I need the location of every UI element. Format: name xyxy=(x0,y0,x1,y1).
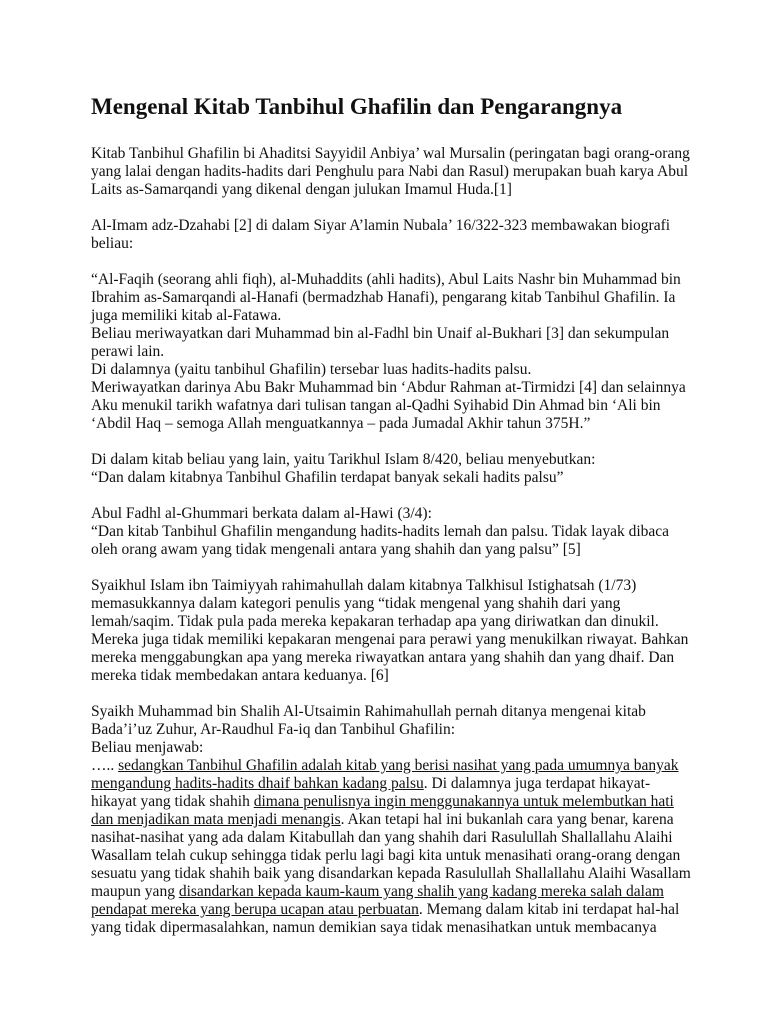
text-line xyxy=(91,775,708,793)
text-line xyxy=(91,757,708,775)
text-line xyxy=(91,289,708,307)
paragraph xyxy=(91,271,708,433)
text-line xyxy=(91,235,708,253)
text-line xyxy=(91,415,708,433)
text-segment: Aku menukil tarikh wafatnya dari tulisan tangan al-Qadhi Syihabid Din Ahmad bin ‘Ali bin xyxy=(91,397,661,414)
text-segment: “Dan kitab Tanbihul Ghafilin mengandung hadits-hadits lemah dan palsu. Tidak layak dibaca xyxy=(91,523,670,540)
text-line xyxy=(91,541,708,559)
text-segment: Beliau menjawab: xyxy=(91,739,204,756)
text-segment: juga memiliki kitab al-Fatawa. xyxy=(91,307,282,324)
paragraph xyxy=(91,145,708,199)
document-body xyxy=(91,145,708,937)
text-line xyxy=(91,649,708,667)
text-segment: . Di dalamnya juga terdapat hikayat- xyxy=(423,775,651,792)
document-title: Mengenal Kitab Tanbihul Ghafilin dan Pengarangnya xyxy=(91,94,623,119)
text-segment: memasukkannya dalam kategori penulis yang “tidak mengenal yang shahih dari yang xyxy=(91,595,621,612)
underlined-text: dan menjadikan mata menjadi menangis xyxy=(91,811,341,828)
text-line xyxy=(91,343,708,361)
text-line xyxy=(91,307,708,325)
text-segment: Syaikhul Islam ibn Taimiyyah rahimahullah dalam kitabnya Talkhisul Istighatsah (1/73) xyxy=(91,577,637,594)
text-segment: Di dalam kitab beliau yang lain, yaitu Tarikhul Islam 8/420, beliau menyebutkan: xyxy=(91,451,596,468)
underlined-text: mengandung hadits-hadits dhaif bahkan kadang palsu xyxy=(91,775,424,792)
text-line xyxy=(91,271,708,289)
text-segment: mereka tidak membedakan antara keduanya. [6] xyxy=(91,667,389,684)
text-segment: Di dalamnya (yaitu tanbihul Ghafilin) tersebar luas hadits-hadits palsu. xyxy=(91,361,532,378)
text-line xyxy=(91,847,708,865)
text-line xyxy=(91,811,708,829)
underlined-text: pendapat mereka yang berupa ucapan atau perbuatan xyxy=(91,901,419,918)
paragraph xyxy=(91,451,708,487)
text-line xyxy=(91,883,708,901)
text-line xyxy=(91,505,708,523)
text-line xyxy=(91,829,708,847)
text-line xyxy=(91,613,708,631)
paragraph xyxy=(91,217,708,253)
paragraph xyxy=(91,703,708,937)
paragraph xyxy=(91,505,708,559)
text-line xyxy=(91,703,708,721)
text-line xyxy=(91,667,708,685)
text-segment: Ibrahim as-Samarqandi al-Hanafi (bermadzhab Hanafi), pengarang kitab Tanbihul Ghafilin. Ia xyxy=(91,289,676,306)
text-segment: perawi lain. xyxy=(91,343,165,360)
text-segment: yang tidak dipermasalahkan, namun demikian saya tidak menasihatkan untuk membacanya xyxy=(91,919,657,936)
text-line xyxy=(91,865,708,883)
text-segment: . Akan tetapi hal ini bukanlah cara yang benar, karena xyxy=(340,811,674,828)
underlined-text: disandarkan kepada kaum-kaum yang shalih yang kadang mereka salah dalam xyxy=(178,883,664,900)
text-line xyxy=(91,217,708,235)
text-line xyxy=(91,451,708,469)
text-segment: yang lalai dengan hadits-hadits dari Penghulu para Nabi dan Rasul) merupakan buah karya Abul xyxy=(91,163,689,180)
text-segment: Wasallam telah cukup sehingga tidak perlu lagi bagi kita untuk menasihati orang-orang dengan xyxy=(91,847,681,864)
text-segment: Abul Fadhl al-Ghummari berkata dalam al-Hawi (3/4): xyxy=(91,505,432,522)
text-segment: hikayat yang tidak shahih xyxy=(91,793,254,810)
text-line xyxy=(91,163,708,181)
text-segment: . Memang dalam kitab ini terdapat hal-hal xyxy=(418,901,680,918)
text-line xyxy=(91,595,708,613)
text-segment: Meriwayatkan darinya Abu Bakr Muhammad bin ‘Abdur Rahman at-Tirmidzi [4] dan selainnya xyxy=(91,379,686,396)
text-line xyxy=(91,523,708,541)
text-segment: lemah/saqim. Tidak pula pada mereka kepakaran terhadap apa yang diriwatkan dan dinukil. xyxy=(91,613,659,630)
text-segment: sesuatu yang tidak shahih baik yang disandarkan kepada Rasulullah Shallallahu Alaihi Wasallam xyxy=(91,865,691,882)
text-segment: ‘Abdil Haq – semoga Allah menguatkannya – pada Jumadal Akhir tahun 375H.” xyxy=(91,415,591,432)
text-segment: Al-Imam adz-Dzahabi [2] di dalam Siyar A’lamin Nubala’ 16/322-323 membawakan biografi xyxy=(91,217,671,234)
text-segment: beliau: xyxy=(91,235,134,252)
text-segment: Bada’i’uz Zuhur, Ar-Raudhul Fa-iq dan Tanbihul Ghafilin: xyxy=(91,721,456,738)
text-line xyxy=(91,919,708,937)
text-segment: Mereka juga tidak memiliki kepakaran mengenai para perawi yang menukilkan riwayat. Bahkan xyxy=(91,631,689,648)
text-segment: Laits as-Samarqandi yang dikenal dengan julukan Imamul Huda.[1] xyxy=(91,181,512,198)
text-line xyxy=(91,739,708,757)
text-line xyxy=(91,379,708,397)
text-segment: “Al-Faqih (seorang ahli fiqh), al-Muhaddits (ahli hadits), Abul Laits Nashr bin Muhammad bin xyxy=(91,271,681,288)
text-segment: ….. xyxy=(91,757,119,774)
text-segment: oleh orang awam yang tidak mengenali antara yang shahih dan yang palsu” [5] xyxy=(91,541,581,558)
text-line xyxy=(91,721,708,739)
text-line xyxy=(91,361,708,379)
text-segment: Syaikh Muhammad bin Shalih Al-Utsaimin Rahimahullah pernah ditanya mengenai kitab xyxy=(91,703,646,720)
text-line xyxy=(91,469,708,487)
text-line xyxy=(91,181,708,199)
text-segment: mereka menggabungkan apa yang mereka riwayatkan antara yang shahih dan yang dhaif. Dan xyxy=(91,649,675,666)
text-segment: nasihat-nasihat yang ada dalam Kitabullah dan yang shahih dari Rasulullah Shallallahu Alaihi xyxy=(91,829,673,846)
text-line xyxy=(91,631,708,649)
text-segment: Kitab Tanbihul Ghafilin bi Ahaditsi Sayyidil Anbiya’ wal Mursalin (peringatan bagi orang-orang xyxy=(91,145,690,162)
underlined-text: sedangkan Tanbihul Ghafilin adalah kitab yang berisi nasihat yang pada umumnya banyak xyxy=(118,757,679,774)
text-line xyxy=(91,325,708,343)
text-segment: Beliau meriwayatkan dari Muhammad bin al-Fadhl bin Unaif al-Bukhari [3] dan sekumpulan xyxy=(91,325,670,342)
text-segment: maupun yang xyxy=(91,883,179,900)
text-line xyxy=(91,901,708,919)
text-line xyxy=(91,577,708,595)
text-segment: “Dan dalam kitabnya Tanbihul Ghafilin terdapat banyak sekali hadits palsu” xyxy=(91,469,564,486)
text-line xyxy=(91,793,708,811)
text-line xyxy=(91,145,708,163)
underlined-text: dimana penulisnya ingin menggunakannya untuk melembutkan hati xyxy=(253,793,674,810)
paragraph xyxy=(91,577,708,685)
text-line xyxy=(91,397,708,415)
